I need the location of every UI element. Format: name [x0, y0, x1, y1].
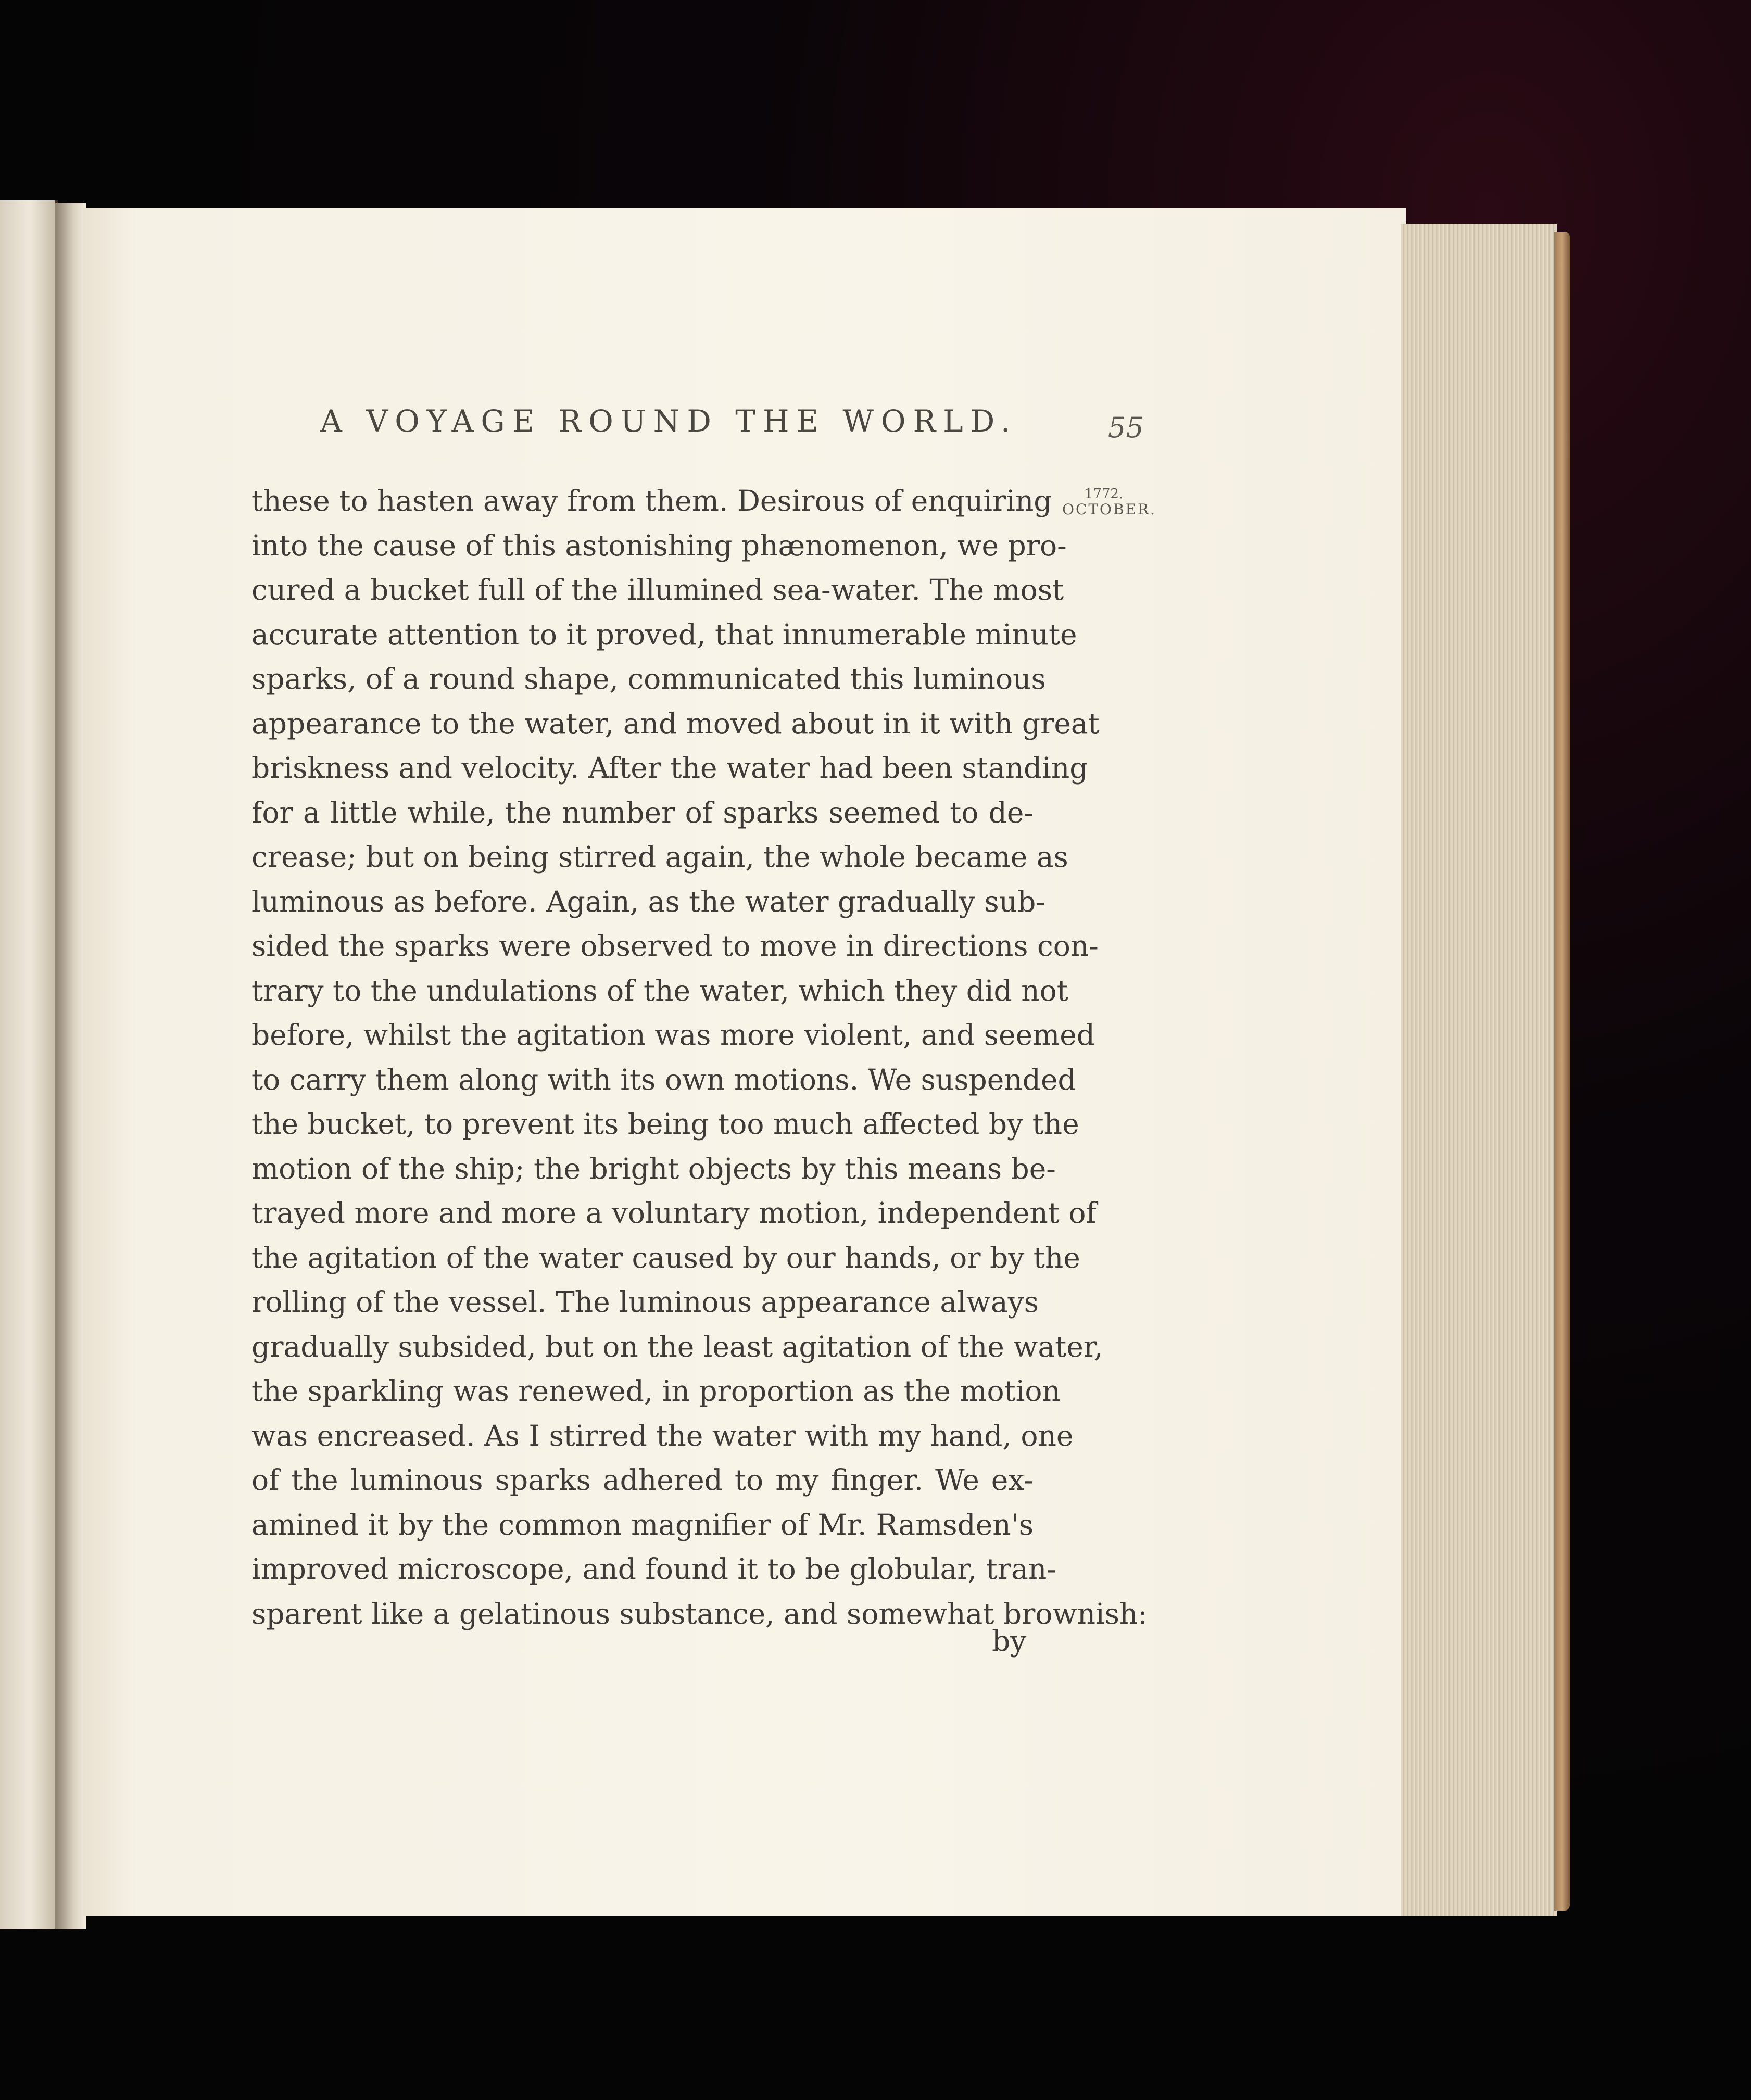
text-line: sided the sparks were observed to move in directions con- [251, 929, 1099, 963]
text-line: was encreased. As I stirred the water with my hand, one [251, 1419, 1074, 1452]
text-line: to carry them along with its own motions. We suspended [251, 1062, 1076, 1096]
text-line: these to hasten away from them. Desirous of enquiring [251, 484, 1052, 517]
text-line: the sparkling was renewed, in proportion as the motion [251, 1374, 1061, 1408]
margin-note-year: 1772. [1084, 486, 1124, 502]
text-line: sparent like a gelatinous substance, and somewhat brownish: [251, 1597, 1148, 1630]
margin-note [1062, 486, 1157, 518]
text-line: sparks, of a round shape, communicated this luminous [251, 662, 1046, 695]
text-line: for a little while, the number of sparks seemed to de- [251, 795, 1034, 829]
text-line: briskness and velocity. After the water had been standing [251, 751, 1088, 785]
text-line: gradually subsided, but on the least agitation of the water, [251, 1330, 1103, 1363]
text-line: improved microscope, and found it to be globular, tran- [251, 1552, 1056, 1586]
running-title: A VOYAGE ROUND THE WORLD. [320, 403, 1018, 439]
text-line: of the luminous sparks adhered to my finger. We ex- [251, 1463, 1034, 1497]
text-line: trayed more and more a voluntary motion, independent of [251, 1196, 1097, 1230]
margin-note-month: OCTOBER. [1062, 500, 1157, 518]
facing-page-edge [0, 200, 58, 1929]
text-line: amined it by the common magnifier of Mr. Ramsden's [251, 1508, 1034, 1541]
catchword: by [992, 1624, 1027, 1658]
page-number: 55 [1108, 411, 1144, 444]
text-line: into the cause of this astonishing phænomenon, we pro- [251, 528, 1067, 562]
text-line: cured a bucket full of the illumined sea-water. The most [251, 573, 1064, 606]
text-line: the bucket, to prevent its being too much affected by the [251, 1107, 1079, 1141]
text-line: before, whilst the agitation was more violent, and seemed [251, 1018, 1095, 1052]
text-line: appearance to the water, and moved about in it with great [251, 706, 1100, 740]
text-line: trary to the undulations of the water, which they did not [251, 973, 1068, 1007]
text-line: accurate attention to it proved, that innumerable minute [251, 617, 1077, 651]
text-line: the agitation of the water caused by our hands, or by the [251, 1241, 1080, 1274]
book-gutter [55, 203, 86, 1929]
text-line: luminous as before. Again, as the water gradually sub- [251, 884, 1045, 918]
book-cover-edge [1554, 232, 1570, 1911]
page-fore-edge [1401, 224, 1557, 1916]
text-line: rolling of the vessel. The luminous appearance always [251, 1285, 1039, 1319]
text-line: motion of the ship; the bright objects by this means be- [251, 1152, 1056, 1185]
text-line: crease; but on being stirred again, the whole became as [251, 840, 1068, 874]
